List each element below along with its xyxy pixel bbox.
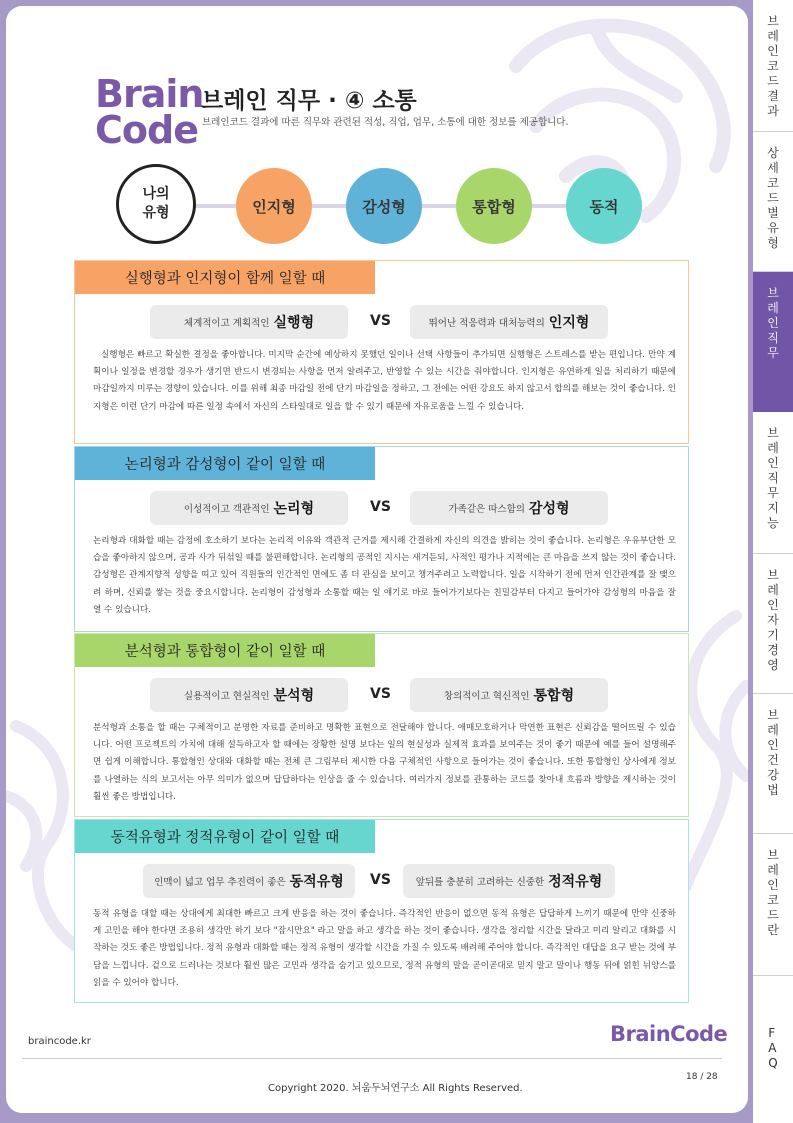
- tab-faq[interactable]: [753, 976, 793, 1123]
- vs-left-desc: 실용적이고 현실적인: [183, 691, 270, 702]
- vs-right-desc: 창의적이고 혁신적인: [443, 691, 530, 702]
- vs-left-box: [150, 678, 348, 712]
- section-dynamic-static: [74, 819, 689, 1003]
- page-title: 브레인 직무 · ④ 소통: [201, 88, 417, 114]
- side-tab-bar: [753, 0, 793, 1123]
- vs-label: VS: [370, 499, 391, 515]
- section-body: 논리형과 대화할 때는 감정에 호소하기 보다는 논리적 이유와 객관적 근거를 제시해 간결하게 자신의 의견을 밝히는 것이 좋습니다. 논리형은 우유부단한 모습을 좋아하지 않으며, 공과 사가 뒤섞일 때를 불편해합니다. 논리형의 공적인 지시는 새겨듣되, 사적인 평가나 지적에는 큰 마음을 쓰지 않는 것이 좋습니다. 감성형은 관계지향적 성향을 띠고 있어 직원들의 인간적인 면에도 좀 더 관심을 보이고 챙겨주려고 노력합니다. 일을 시작하기 전에 먼저 인간관계를 잘 맺으려 하며, 신뢰를 쌓는 것을 중요시합니다. 논리형이 감성형과 소통할 때는 일 얘기로 바로 들어가기보다는 친밀감부터 다지고 들어가야 감성형의 마음을 잘 열 수 있습니다.: [93, 536, 676, 615]
- vs-right-desc: 뛰어난 적응력과 대처능력의: [428, 318, 545, 329]
- tab-brain-health[interactable]: [753, 694, 793, 834]
- vs-right-box: [403, 864, 615, 898]
- vs-left-type: 실행형: [273, 315, 315, 331]
- tab-label: F A Q: [768, 1026, 778, 1070]
- vs-label: VS: [370, 313, 391, 329]
- section-execution-cognitive: [74, 260, 689, 444]
- tab-brain-job-intelligence[interactable]: [753, 412, 793, 554]
- section-header: 논리형과 감성형이 같이 일할 때: [75, 447, 375, 480]
- tab-label: 브 레 인 코 드 결 과: [767, 14, 779, 118]
- vs-left-desc: 체계적이고 계획적인: [183, 318, 270, 329]
- tab-label: 상 세 코 드 별 유 형: [767, 146, 779, 250]
- vs-left-desc: 이성적이고 객관적인: [183, 504, 270, 515]
- type-emotional-circle: 감성형: [346, 168, 422, 244]
- brand-logo: [95, 72, 204, 152]
- tab-label: 브 레 인 코 드 란: [767, 848, 779, 937]
- page-subtitle: 브레인코드 결과에 따른 직무와 관련된 적성, 직업, 업무, 소통에 대한 정보를 제공합니다.: [202, 117, 569, 128]
- tab-label: 브 레 인 자 기 경 영: [767, 568, 779, 672]
- vs-left-type: 논리형: [273, 501, 315, 517]
- copyright: Copyright 2020. 뇌움두뇌연구소 All Rights Reserved.: [268, 1083, 523, 1094]
- vs-left-desc: 인맥이 넓고 업무 추진력이 좋은: [154, 877, 286, 888]
- footer-divider: [22, 1058, 722, 1059]
- vs-row: [75, 305, 688, 341]
- section-header: 분석형과 통합형이 같이 일할 때: [75, 634, 375, 667]
- section-analysis-integration: [74, 633, 689, 817]
- vs-left-type: 동적유형: [289, 874, 344, 890]
- tab-detailed-code[interactable]: [753, 132, 793, 272]
- type-mine-line-2: 유형: [142, 205, 170, 221]
- vs-right-type: 정적유형: [548, 874, 603, 890]
- type-dynamic-circle: 동적: [566, 168, 642, 244]
- vs-row: [75, 491, 688, 527]
- type-mine-line-1: 나의: [142, 186, 170, 202]
- section-body: 분석형과 소통을 할 때는 구체적이고 분명한 자료를 준비하고 명확한 표현으로 전달해야 합니다. 애매모호하거나 막연한 표현은 신뢰감을 떨어뜨릴 수 있습니다. 어떤 프로젝트의 가치에 대해 설득하고자 할 때에는 장황한 설명 보다는 일의 현실성과 실제적 효과를 보여주는 것이 좋기 때문에 예를 들어 설명해주면 쉽게 이해합니다. 통합형인 상대와 대화할 때는 전체 큰 그림부터 제시한 다음 구체적인 사항으로 들어가는 것이 좋습니다. 또한 통합형인 상사에게 정보를 나열하는 식의 보고서는 아무 의미가 없으며 답답하다는 인상을 줄 수 있습니다. 여러가지 정보를 관통하는 코드를 찾아내 흐름과 방향을 제시하는 것이 훨씬 좋은 방법입니다.: [93, 723, 676, 802]
- vs-left-box: [143, 864, 355, 898]
- tab-what-is-braincode[interactable]: [753, 834, 793, 976]
- vs-left-box: [150, 491, 348, 525]
- page-number: 18 / 28: [686, 1072, 718, 1082]
- vs-right-desc: 가족같은 따스함의: [448, 504, 525, 515]
- logo-line-1: Brain: [95, 72, 204, 116]
- vs-right-desc: 앞뒤를 충분히 고려하는 신중한: [415, 877, 545, 888]
- vs-right-box: [410, 305, 608, 339]
- vs-right-box: [410, 491, 608, 525]
- tab-brain-job[interactable]: [753, 272, 793, 412]
- vs-label: VS: [370, 686, 391, 702]
- type-selector: [116, 164, 656, 246]
- tab-label: 브 레 인 직 무 지 능: [767, 426, 779, 530]
- vs-left-box: [150, 305, 348, 339]
- type-mine-circle: [116, 164, 196, 244]
- tab-braincode-result[interactable]: [753, 0, 793, 132]
- vs-row: [75, 864, 688, 900]
- section-logic-emotion: [74, 446, 689, 632]
- footer-url: braincode.kr: [28, 1036, 91, 1047]
- section-header: 실행형과 인지형이 함께 일할 때: [75, 261, 375, 294]
- section-header: 동적유형과 정적유형이 같이 일할 때: [75, 820, 375, 853]
- section-body: 동적 유형을 대할 때는 상대에게 최대한 빠르고 크게 반응을 하는 것이 좋습니다. 즉각적인 반응이 없으면 동적 유형은 답답하게 느끼기 때문에 만약 신중하게 고민을 해야 한다면 조용히 생각만 하기 보다 "잠시만요" 라고 말을 하고 생각을 하는 것이 좋습니다. 생각을 정리할 시간을 달라고 미리 알리고 대화를 시작하는 것도 좋은 방법입니다. 정적 유형과 대화할 때는 정적 유형이 생각할 시간을 가질 수 있도록 배려해 주어야 합니다. 즉각적인 대답을 요구 받는 것에 부담을 느낍니다. 겉으로 드러나는 것보다 훨씬 많은 고민과 생각을 숨기고 있으므로, 정적 유형의 말을 곧이곧대로 믿지 말고 말이나 행동 뒤에 얽힌 뉘앙스를 읽을 수 있어야 합니다.: [93, 909, 676, 988]
- footer-logo: BrainCode: [610, 1022, 728, 1046]
- tab-label: 브 레 인 건 강 법: [767, 708, 779, 797]
- vs-right-type: 감성형: [528, 501, 570, 517]
- vs-right-type: 인지형: [548, 315, 590, 331]
- vs-row: [75, 678, 688, 714]
- vs-left-type: 분석형: [273, 688, 315, 704]
- tab-brain-self-management[interactable]: [753, 554, 793, 694]
- section-body: 실행형은 빠르고 확실한 결정을 좋아합니다. 미지막 순간에 예상하지 못했던 일이나 선택 사항들이 추가되면 실행형은 스트레스를 받는 편입니다. 만약 계획이나 일정을 변경할 경우가 생기면 반드시 변경되는 사항을 먼저 알려주고, 반영할 수 있는 시간을 줘야합니다. 인지형은 유연하게 일을 처리하기 때문에 마감일까지 미루는 경향이 있습니다. 이를 위해 최종 마감일 전에 단기 마감일을 정하고, 그 전에는 어떤 강요도 하지 않고서 합의를 해보는 것이 좋습니다. 인지형은 이런 단기 마감에 따른 일정 속에서 자신의 스타일대로 일을 할 수 있기 때문에 자유로움을 느낄 수 있습니다.: [93, 350, 676, 412]
- tab-label: 브 레 인 직 무: [767, 286, 779, 360]
- logo-line-2: Code: [95, 108, 198, 152]
- type-integrative-circle: 통합형: [456, 168, 532, 244]
- type-cognitive-circle: 인지형: [236, 168, 312, 244]
- vs-right-box: [410, 678, 608, 712]
- vs-right-type: 통합형: [533, 688, 575, 704]
- vs-label: VS: [370, 872, 391, 888]
- document-page: [6, 6, 748, 1113]
